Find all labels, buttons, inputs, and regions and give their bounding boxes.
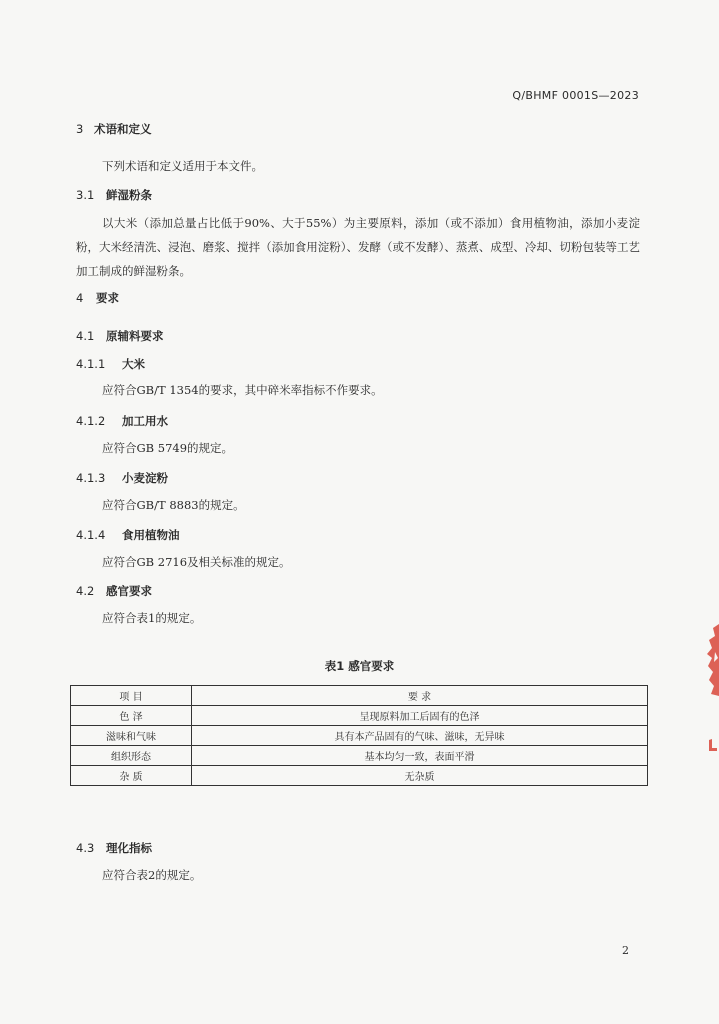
section-4-3-text: 应符合表2的规定。 [102, 868, 202, 882]
heading-number: 4.1.2 [76, 414, 106, 428]
heading-title: 小麦淀粉 [122, 471, 168, 485]
heading-number: 4 [76, 291, 84, 305]
heading-title: 食用植物油 [122, 528, 180, 542]
row-item: 色 泽 [71, 706, 192, 726]
heading-title: 加工用水 [122, 414, 168, 428]
section-4-1-1-text: 应符合GB/T 1354的要求，其中碎米率指标不作要求。 [102, 383, 383, 397]
row-requirement: 基本均匀一致，表面平滑 [192, 746, 648, 766]
section-4-1-3-text: 应符合GB/T 8883的规定。 [102, 498, 245, 512]
heading-number: 3 [76, 122, 84, 136]
sensory-requirements-table [70, 685, 648, 786]
heading-title: 理化指标 [106, 841, 152, 855]
table-header-row [71, 686, 648, 706]
heading-title: 感官要求 [106, 584, 152, 598]
section-3-intro: 下列术语和定义适用于本文件。 [102, 159, 263, 173]
heading-4-1-1 [76, 356, 145, 372]
section-4-2-text: 应符合表1的规定。 [102, 611, 202, 625]
row-item: 滋味和气味 [71, 726, 192, 746]
row-requirement: 具有本产品固有的气味、滋味，无异味 [192, 726, 648, 746]
heading-4-1 [76, 328, 164, 344]
document-code: Q/BHMF 0001S—2023 [512, 89, 639, 102]
header-requirement: 要 求 [192, 686, 648, 706]
table-row [71, 766, 648, 786]
table-row [71, 746, 648, 766]
heading-number: 3.1 [76, 188, 95, 202]
heading-3 [76, 121, 152, 137]
heading-3-1 [76, 187, 152, 203]
definition-paragraph: 以大米（添加总量占比低于90%、大于55%）为主要原料，添加（或不添加）食用植物油，添加小麦淀粉，大米经清洗、浸泡、磨浆、搅拌（添加食用淀粉）、发酵（或不发酵）、蒸煮、成型、冷却、切粉包装等工艺加工制成的鲜湿粉条。 [76, 216, 640, 278]
heading-number: 4.1.4 [76, 528, 106, 542]
table-row [71, 706, 648, 726]
row-requirement: 无杂质 [192, 766, 648, 786]
section-4-1-4-text: 应符合GB 2716及相关标准的规定。 [102, 555, 291, 569]
heading-title: 要求 [96, 291, 119, 305]
table-row [71, 726, 648, 746]
heading-4-2 [76, 583, 152, 599]
heading-4-1-3 [76, 470, 168, 486]
seal-stamp-mark-icon [705, 736, 719, 756]
heading-4-1-2 [76, 413, 168, 429]
heading-number: 4.1 [76, 329, 95, 343]
table-1-title: 表1 感官要求 [324, 659, 395, 673]
heading-title: 原辅料要求 [106, 329, 164, 343]
row-item: 杂 质 [71, 766, 192, 786]
heading-4-1-4 [76, 527, 180, 543]
seal-stamp-fragment-icon [703, 622, 719, 696]
heading-4-3 [76, 840, 152, 856]
row-item: 组织形态 [71, 746, 192, 766]
heading-title: 大米 [122, 357, 145, 371]
heading-title: 术语和定义 [94, 122, 152, 136]
heading-title: 鲜湿粉条 [106, 188, 152, 202]
heading-number: 4.2 [76, 584, 95, 598]
page-number: 2 [622, 944, 629, 957]
heading-4 [76, 290, 119, 306]
section-4-1-2-text: 应符合GB 5749的规定。 [102, 441, 234, 455]
heading-number: 4.3 [76, 841, 95, 855]
row-requirement: 呈现原料加工后固有的色泽 [192, 706, 648, 726]
header-item: 项 目 [71, 686, 192, 706]
heading-number: 4.1.1 [76, 357, 106, 371]
heading-number: 4.1.3 [76, 471, 106, 485]
